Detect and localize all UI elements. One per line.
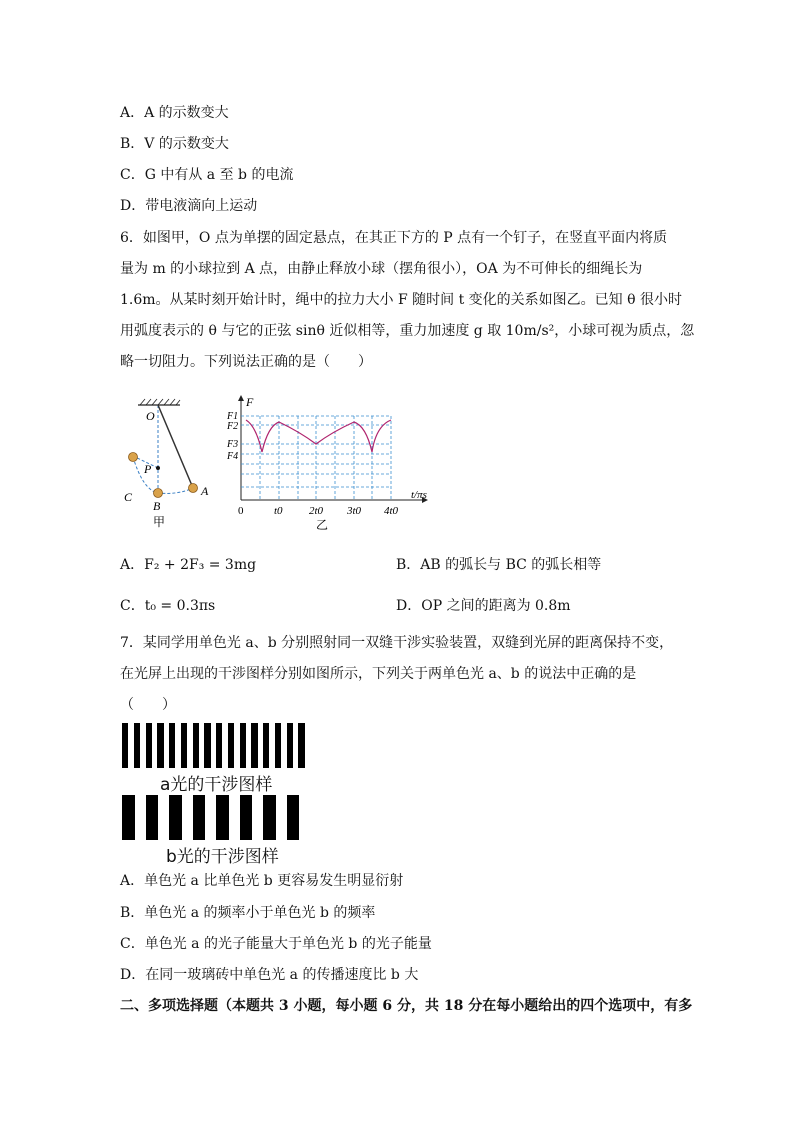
q7-option-c: C．单色光 a 的光子能量大于单色光 b 的光子能量 xyxy=(120,936,432,952)
q5-option-c: C．G 中有从 a 至 b 的电流 xyxy=(120,167,294,183)
q7-stem-line-3: （ ） xyxy=(120,697,176,713)
x-tick-t0: t0 xyxy=(274,505,283,517)
section-2-heading: 二、多项选择题（本题共 3 小题，每小题 6 分，共 18 分在每小题给出的四个选项中，有多 xyxy=(120,998,693,1014)
q6-stem-line-5: 略一切阻力。下列说法正确的是（ ） xyxy=(120,354,372,370)
q7-stem-line-1: 7．某同学用单色光 a、b 分别照射同一双缝干涉实验装置，双缝到光屏的距离保持不变， xyxy=(120,635,674,651)
dark-fringe xyxy=(169,723,175,768)
y-tick-f3: F3 xyxy=(227,439,239,450)
q6-option-b: B．AB 的弧长与 BC 的弧长相等 xyxy=(396,557,602,573)
y-tick-f2: F2 xyxy=(227,421,239,432)
dark-fringe xyxy=(169,795,182,840)
pendulum-figure xyxy=(118,395,218,530)
y-tick-f1: F1 xyxy=(227,411,239,422)
q7-option-b: B．单色光 a 的频率小于单色光 b 的频率 xyxy=(120,905,376,921)
q6-option-c: C．t₀ = 0.3πs xyxy=(120,598,216,614)
dark-fringe xyxy=(240,723,246,768)
q5-option-a: A．A 的示数变大 xyxy=(120,105,229,121)
x-tick-0: 0 xyxy=(238,505,244,517)
dark-fringe xyxy=(228,723,234,768)
caption-yi: 乙 xyxy=(316,518,329,532)
fringe-b-caption: b光的干涉图样 xyxy=(166,847,279,867)
dark-fringe xyxy=(216,723,222,768)
dark-fringe xyxy=(275,723,281,768)
dark-fringe xyxy=(240,795,253,840)
dark-fringe xyxy=(193,795,206,840)
y-axis-label: F xyxy=(246,395,254,409)
dark-fringe xyxy=(193,723,199,768)
force-time-graph xyxy=(224,392,454,532)
dark-fringe xyxy=(287,723,293,768)
q7-stem-line-2: 在光屏上出现的干涉图样分别如图所示，下列关于两单色光 a、b 的说法中正确的是 xyxy=(120,666,637,682)
x-axis-label: t/πs xyxy=(411,489,427,501)
q5-option-d: D．带电液滴向上运动 xyxy=(120,198,258,214)
dark-fringe xyxy=(134,723,140,768)
dark-fringe xyxy=(251,723,257,768)
fringe-a-caption: a光的干涉图样 xyxy=(160,775,273,795)
dark-fringe xyxy=(216,795,229,840)
dark-fringe xyxy=(263,795,276,840)
q6-option-a: A．F₂ + 2F₃ = 3mg xyxy=(120,557,257,573)
dark-fringe xyxy=(146,723,152,768)
dark-fringe xyxy=(287,795,300,840)
dark-fringe xyxy=(157,723,163,768)
dark-fringe xyxy=(263,723,269,768)
dark-fringe xyxy=(204,723,210,768)
y-tick-f4: F4 xyxy=(227,451,239,462)
label-b: B xyxy=(153,499,161,513)
dark-fringe xyxy=(298,723,304,768)
q6-stem-line-2: 量为 m 的小球拉到 A 点，由静止释放小球（摆角很小），OA 为不可伸长的细绳长为 xyxy=(120,261,643,277)
dark-fringe xyxy=(146,795,159,840)
q5-option-b: B．V 的示数变大 xyxy=(120,136,229,152)
q6-stem-line-1: 6．如图甲，O 点为单摆的固定悬点，在其正下方的 P 点有一个钉子，在竖直平面内将质 xyxy=(120,230,668,246)
q7-option-d: D．在同一玻璃砖中单色光 a 的传播速度比 b 大 xyxy=(120,967,419,983)
dark-fringe xyxy=(122,723,128,768)
q6-option-d: D．OP 之间的距离为 0.8m xyxy=(396,598,571,614)
label-o: O xyxy=(146,409,155,423)
fringe-pattern-b xyxy=(122,795,310,840)
caption-jia: 甲 xyxy=(153,515,166,529)
dark-fringe xyxy=(122,795,135,840)
x-tick-3t0: 3t0 xyxy=(347,505,362,517)
label-c: C xyxy=(124,490,133,504)
x-tick-4t0: 4t0 xyxy=(384,505,399,517)
q6-stem-line-3: 1.6m。从某时刻开始计时，绳中的拉力大小 F 随时间 t 变化的关系如图乙。已知 θ 很小时 xyxy=(120,292,683,308)
dark-fringe xyxy=(181,723,187,768)
fringe-pattern-a xyxy=(122,723,310,768)
x-tick-2t0: 2t0 xyxy=(309,505,324,517)
label-p: P xyxy=(144,462,152,476)
q7-option-a: A．单色光 a 比单色光 b 更容易发生明显衍射 xyxy=(120,873,404,889)
q6-stem-line-4: 用弧度表示的 θ 与它的正弦 sinθ 近似相等，重力加速度 g 取 10m/s²，小球可视为质点，忽 xyxy=(120,323,695,339)
label-a: A xyxy=(201,484,209,498)
